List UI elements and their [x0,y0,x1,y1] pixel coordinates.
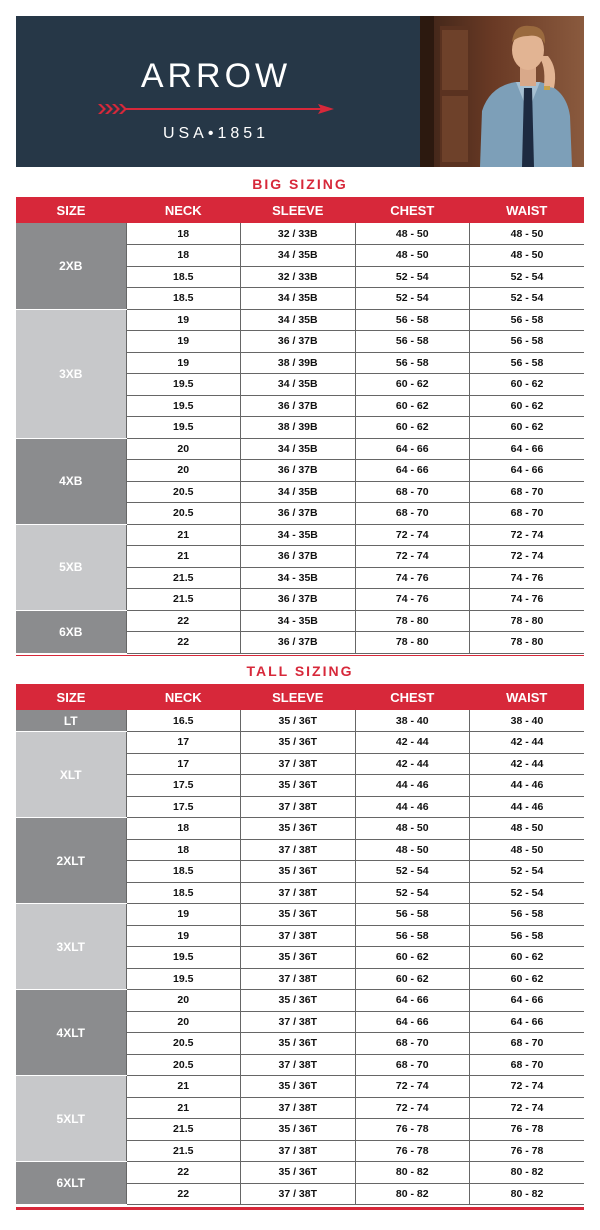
chest-cell: 48 - 50 [355,839,470,861]
sleeve-cell: 37 / 38T [241,1011,356,1033]
neck-cell: 19.5 [126,947,241,969]
neck-cell: 18 [126,839,241,861]
waist-cell: 52 - 54 [470,861,585,883]
sleeve-cell: 34 / 35B [241,245,356,267]
sleeve-cell: 35 / 36T [241,732,356,754]
chest-cell: 42 - 44 [355,753,470,775]
waist-cell: 64 - 66 [470,1011,585,1033]
waist-cell: 60 - 62 [470,374,585,396]
neck-cell: 19.5 [126,417,241,439]
table-row [16,732,584,754]
chest-cell: 64 - 66 [355,1011,470,1033]
chest-cell: 56 - 58 [355,925,470,947]
neck-cell: 22 [126,610,241,632]
header-neck: NECK [126,197,241,223]
chest-cell: 60 - 62 [355,374,470,396]
waist-cell: 60 - 62 [470,947,585,969]
waist-cell: 52 - 54 [470,266,585,288]
waist-cell: 52 - 54 [470,882,585,904]
size-label: 4XB [16,438,126,524]
sleeve-cell: 34 / 35B [241,309,356,331]
size-label: 5XB [16,524,126,610]
waist-cell: 48 - 50 [470,223,585,245]
waist-cell: 78 - 80 [470,610,585,632]
waist-cell: 60 - 62 [470,968,585,990]
chest-cell: 44 - 46 [355,775,470,797]
neck-cell: 19 [126,904,241,926]
waist-cell: 80 - 82 [470,1162,585,1184]
chest-cell: 48 - 50 [355,245,470,267]
neck-cell: 19.5 [126,968,241,990]
brand-name: ARROW [140,57,292,95]
waist-cell: 48 - 50 [470,818,585,840]
neck-cell: 20.5 [126,1033,241,1055]
waist-cell: 74 - 76 [470,589,585,611]
chest-cell: 52 - 54 [355,266,470,288]
chest-cell: 60 - 62 [355,947,470,969]
sleeve-cell: 37 / 38T [241,882,356,904]
sleeve-cell: 38 / 39B [241,352,356,374]
table-row [16,223,584,245]
chest-cell: 74 - 76 [355,589,470,611]
neck-cell: 17.5 [126,796,241,818]
sleeve-cell: 35 / 36T [241,775,356,797]
neck-cell: 21.5 [126,1140,241,1162]
header-sleeve: SLEEVE [241,684,356,710]
header-waist: WAIST [470,197,585,223]
waist-cell: 38 - 40 [470,710,585,732]
neck-cell: 20 [126,1011,241,1033]
sleeve-cell: 32 / 33B [241,223,356,245]
neck-cell: 21.5 [126,567,241,589]
sleeve-cell: 37 / 38T [241,753,356,775]
waist-cell: 64 - 66 [470,990,585,1012]
waist-cell: 68 - 70 [470,1054,585,1076]
table-row [16,610,584,632]
chest-cell: 76 - 78 [355,1140,470,1162]
sleeve-cell: 35 / 36T [241,904,356,926]
neck-cell: 16.5 [126,710,241,732]
header-chest: CHEST [355,684,470,710]
table-row [16,1076,584,1098]
size-label: 5XLT [16,1076,126,1162]
waist-cell: 56 - 58 [470,352,585,374]
chest-cell: 68 - 70 [355,1033,470,1055]
chest-cell: 56 - 58 [355,309,470,331]
size-label: 2XB [16,223,126,309]
waist-cell: 72 - 74 [470,546,585,568]
chest-cell: 72 - 74 [355,524,470,546]
header-chest: CHEST [355,197,470,223]
sleeve-cell: 37 / 38T [241,839,356,861]
neck-cell: 20 [126,460,241,482]
neck-cell: 17 [126,753,241,775]
header-neck: NECK [126,684,241,710]
neck-cell: 21 [126,546,241,568]
sleeve-cell: 35 / 36T [241,1076,356,1098]
sleeve-cell: 34 / 35B [241,438,356,460]
waist-cell: 44 - 46 [470,796,585,818]
size-label: 6XLT [16,1162,126,1205]
chest-cell: 74 - 76 [355,567,470,589]
model-photo [420,16,584,167]
waist-cell: 74 - 76 [470,567,585,589]
chest-cell: 42 - 44 [355,732,470,754]
sleeve-cell: 35 / 36T [241,818,356,840]
sleeve-cell: 36 / 37B [241,460,356,482]
waist-cell: 76 - 78 [470,1119,585,1141]
sleeve-cell: 34 / 35B [241,481,356,503]
sleeve-cell: 37 / 38T [241,1140,356,1162]
neck-cell: 19 [126,331,241,353]
neck-cell: 22 [126,1162,241,1184]
chest-cell: 68 - 70 [355,481,470,503]
neck-cell: 17 [126,732,241,754]
chest-cell: 48 - 50 [355,818,470,840]
sleeve-cell: 36 / 37B [241,546,356,568]
chest-cell: 78 - 80 [355,610,470,632]
sleeve-cell: 37 / 38T [241,925,356,947]
waist-cell: 42 - 44 [470,753,585,775]
chest-cell: 60 - 62 [355,417,470,439]
waist-cell: 72 - 74 [470,1097,585,1119]
chest-cell: 68 - 70 [355,503,470,525]
sleeve-cell: 34 - 35B [241,524,356,546]
size-label: XLT [16,732,126,818]
sleeve-cell: 35 / 36T [241,990,356,1012]
neck-cell: 19.5 [126,374,241,396]
chest-cell: 68 - 70 [355,1054,470,1076]
table-row [16,710,584,732]
sleeve-cell: 34 / 35B [241,288,356,310]
sleeve-cell: 36 / 37B [241,503,356,525]
sleeve-cell: 34 - 35B [241,610,356,632]
sleeve-cell: 35 / 36T [241,710,356,732]
neck-cell: 18.5 [126,266,241,288]
waist-cell: 44 - 46 [470,775,585,797]
header-sleeve: SLEEVE [241,197,356,223]
table-row [16,309,584,331]
chest-cell: 38 - 40 [355,710,470,732]
waist-cell: 60 - 62 [470,395,585,417]
chest-cell: 60 - 62 [355,395,470,417]
chest-cell: 72 - 74 [355,1076,470,1098]
neck-cell: 19 [126,352,241,374]
neck-cell: 20 [126,438,241,460]
chest-cell: 64 - 66 [355,460,470,482]
brand-logo [106,56,326,142]
chest-cell: 76 - 78 [355,1119,470,1141]
table-row [16,438,584,460]
neck-cell: 18 [126,818,241,840]
neck-cell: 21 [126,1076,241,1098]
neck-cell: 18 [126,223,241,245]
brand-subtitle: USA•1851 [162,125,270,142]
sleeve-cell: 35 / 36T [241,947,356,969]
sleeve-cell: 32 / 33B [241,266,356,288]
sleeve-cell: 34 / 35B [241,374,356,396]
sleeve-cell: 35 / 36T [241,1033,356,1055]
size-label: 6XB [16,610,126,653]
chest-cell: 52 - 54 [355,288,470,310]
size-label: 4XLT [16,990,126,1076]
waist-cell: 68 - 70 [470,481,585,503]
neck-cell: 22 [126,1183,241,1205]
waist-cell: 78 - 80 [470,632,585,654]
section-divider [16,655,584,656]
waist-cell: 68 - 70 [470,503,585,525]
chest-cell: 78 - 80 [355,632,470,654]
waist-cell: 72 - 74 [470,524,585,546]
size-label: 2XLT [16,818,126,904]
waist-cell: 52 - 54 [470,288,585,310]
chest-cell: 64 - 66 [355,438,470,460]
neck-cell: 19.5 [126,395,241,417]
chest-cell: 56 - 58 [355,331,470,353]
chest-cell: 60 - 62 [355,968,470,990]
header-size: SIZE [16,684,126,710]
size-label: 3XLT [16,904,126,990]
size-label: 3XB [16,309,126,438]
chest-cell: 52 - 54 [355,882,470,904]
bottom-divider [16,1207,584,1210]
sleeve-cell: 36 / 37B [241,395,356,417]
brand-banner [16,16,584,167]
waist-cell: 80 - 82 [470,1183,585,1205]
sleeve-cell: 36 / 37B [241,331,356,353]
tall-sizing-table [16,684,584,1205]
chest-cell: 52 - 54 [355,861,470,883]
neck-cell: 20.5 [126,1054,241,1076]
neck-cell: 20 [126,990,241,1012]
waist-cell: 64 - 66 [470,460,585,482]
table-row [16,524,584,546]
sleeve-cell: 38 / 39B [241,417,356,439]
neck-cell: 21 [126,524,241,546]
neck-cell: 20.5 [126,503,241,525]
chest-cell: 64 - 66 [355,990,470,1012]
neck-cell: 18 [126,245,241,267]
sleeve-cell: 37 / 38T [241,796,356,818]
neck-cell: 21.5 [126,589,241,611]
waist-cell: 48 - 50 [470,839,585,861]
waist-cell: 56 - 58 [470,925,585,947]
table-row [16,990,584,1012]
neck-cell: 18.5 [126,288,241,310]
sleeve-cell: 37 / 38T [241,1054,356,1076]
neck-cell: 18.5 [126,861,241,883]
tall-sizing-title: TALL SIZING [246,663,354,679]
sleeve-cell: 37 / 38T [241,1183,356,1205]
waist-cell: 56 - 58 [470,331,585,353]
big-sizing-table [16,197,584,654]
sleeve-cell: 35 / 36T [241,1119,356,1141]
sleeve-cell: 37 / 38T [241,968,356,990]
sleeve-cell: 36 / 37B [241,589,356,611]
waist-cell: 60 - 62 [470,417,585,439]
chest-cell: 80 - 82 [355,1162,470,1184]
table-row [16,1162,584,1184]
chest-cell: 72 - 74 [355,1097,470,1119]
neck-cell: 22 [126,632,241,654]
sleeve-cell: 35 / 36T [241,1162,356,1184]
sleeve-cell: 37 / 38T [241,1097,356,1119]
sleeve-cell: 35 / 36T [241,861,356,883]
waist-cell: 56 - 58 [470,309,585,331]
chest-cell: 80 - 82 [355,1183,470,1205]
waist-cell: 42 - 44 [470,732,585,754]
waist-cell: 68 - 70 [470,1033,585,1055]
header-waist: WAIST [470,684,585,710]
chest-cell: 72 - 74 [355,546,470,568]
neck-cell: 19 [126,309,241,331]
waist-cell: 72 - 74 [470,1076,585,1098]
waist-cell: 48 - 50 [470,245,585,267]
waist-cell: 76 - 78 [470,1140,585,1162]
chest-cell: 48 - 50 [355,223,470,245]
chest-cell: 44 - 46 [355,796,470,818]
chest-cell: 56 - 58 [355,904,470,926]
neck-cell: 21 [126,1097,241,1119]
sleeve-cell: 34 - 35B [241,567,356,589]
header-size: SIZE [16,197,126,223]
table-row [16,818,584,840]
chest-cell: 56 - 58 [355,352,470,374]
neck-cell: 17.5 [126,775,241,797]
size-label: LT [16,710,126,732]
sleeve-cell: 36 / 37B [241,632,356,654]
arrow-icon [98,103,334,115]
table-row [16,904,584,926]
waist-cell: 56 - 58 [470,904,585,926]
neck-cell: 20.5 [126,481,241,503]
neck-cell: 18.5 [126,882,241,904]
neck-cell: 21.5 [126,1119,241,1141]
neck-cell: 19 [126,925,241,947]
table-header-row [16,197,584,223]
big-sizing-title: BIG SIZING [252,176,348,192]
waist-cell: 64 - 66 [470,438,585,460]
table-header-row [16,684,584,710]
